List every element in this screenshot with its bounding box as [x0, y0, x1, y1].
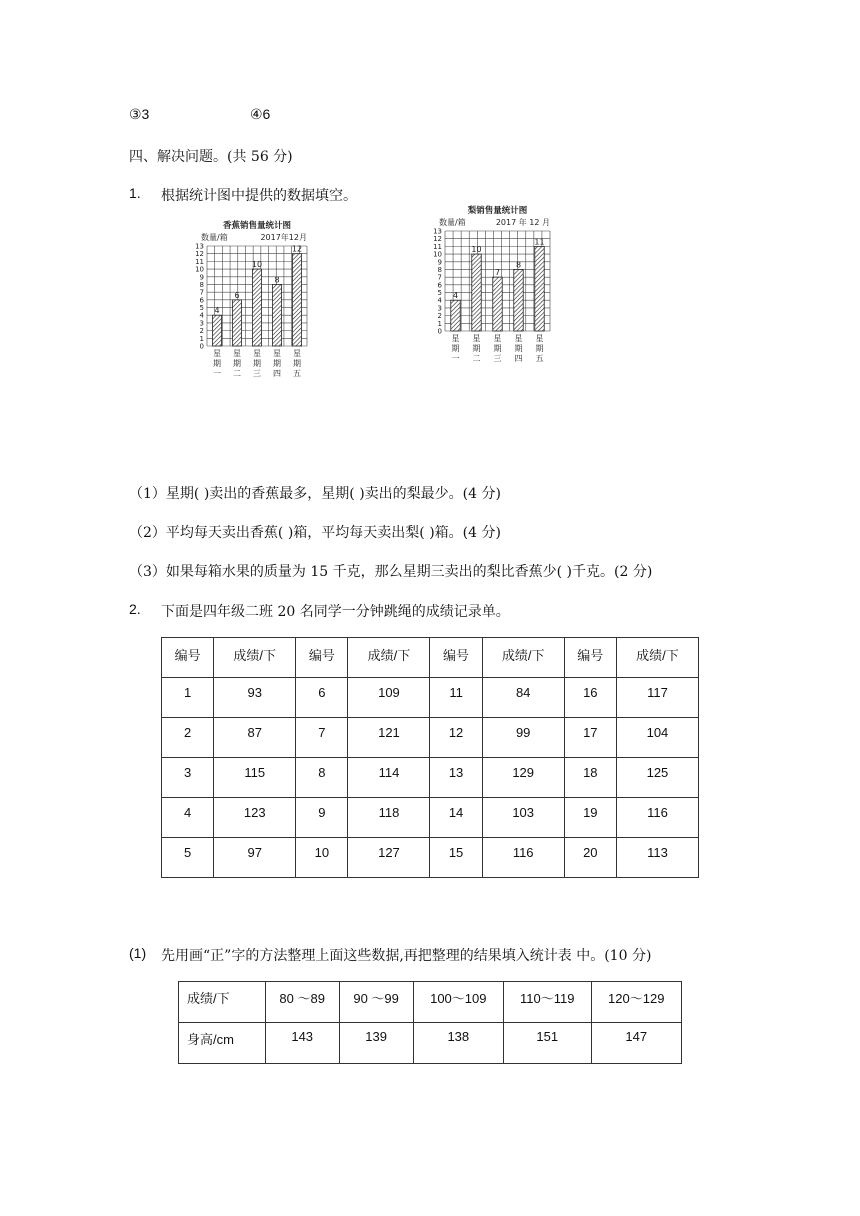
table-cell: 139	[339, 1023, 413, 1064]
table-cell: 17	[564, 718, 616, 758]
header-cell: 成绩/下	[482, 638, 564, 678]
table-cell: 5	[162, 838, 214, 878]
y-tick-label: 0	[199, 342, 204, 351]
y-tick-label: 4	[199, 311, 204, 320]
bar	[514, 269, 523, 331]
table-cell: 127	[348, 838, 430, 878]
category-label: 星期五	[293, 349, 301, 378]
y-tick-label: 11	[195, 257, 204, 266]
y-tick-label: 8	[199, 280, 204, 289]
table-cell: 104	[616, 718, 698, 758]
y-tick-label: 13	[433, 227, 442, 236]
table-cell: 19	[564, 798, 616, 838]
table-cell: 138	[413, 1023, 503, 1064]
y-tick-label: 1	[199, 334, 204, 343]
table-header-row	[162, 638, 699, 678]
table-header-row	[179, 982, 682, 1023]
y-tick-label: 2	[199, 327, 204, 336]
jump-rope-table	[161, 637, 699, 878]
bar	[233, 300, 242, 346]
y-tick-label: 4	[437, 296, 442, 305]
table-cell: 84	[482, 678, 564, 718]
table-cell: 114	[348, 758, 430, 798]
header-cell: 90 ～99	[339, 982, 413, 1023]
bar	[213, 315, 222, 346]
table-row	[179, 1023, 682, 1064]
table-cell: 123	[214, 798, 296, 838]
table-cell: 7	[296, 718, 348, 758]
y-tick-label: 3	[437, 304, 442, 313]
table-row	[162, 718, 699, 758]
data-label: 10	[251, 260, 263, 270]
y-tick-label: 7	[437, 273, 442, 282]
q1-sub3: （3）如果每箱水果的质量为 15 千克，那么星期三卖出的梨比香蕉少( )千克。(2 分)	[129, 564, 653, 580]
table-cell: 117	[616, 678, 698, 718]
y-tick-label: 6	[437, 281, 442, 290]
bar	[273, 284, 282, 346]
category-label: 星期四	[273, 349, 281, 378]
pear-chart	[428, 203, 558, 368]
table-cell: 身高/cm	[179, 1023, 266, 1064]
table-cell: 6	[296, 678, 348, 718]
chart-title: 梨销售量统计图	[467, 206, 528, 216]
banana-chart-svg	[190, 218, 315, 383]
q2-text: 下面是四年级二班 20 名同学一分钟跳绳的成绩记录单。	[161, 604, 510, 620]
bar	[293, 254, 302, 346]
bar	[472, 254, 481, 331]
table-cell: 9	[296, 798, 348, 838]
category-label: 星期五	[535, 334, 544, 363]
data-label: 8	[515, 260, 522, 270]
table-cell: 12	[430, 718, 482, 758]
data-label: 4	[214, 306, 220, 316]
option-4: ④6	[250, 106, 271, 122]
q1-text: 根据统计图中提供的数据填空。	[161, 188, 357, 204]
y-tick-label: 12	[195, 250, 204, 259]
y-tick-label: 3	[199, 319, 204, 328]
y-tick-label: 12	[433, 235, 442, 244]
header-cell: 编号	[296, 638, 348, 678]
y-tick-label: 5	[437, 289, 442, 298]
y-tick-label: 13	[195, 242, 204, 251]
table-cell: 151	[504, 1023, 591, 1064]
table-cell: 129	[482, 758, 564, 798]
y-axis-label: 数量/箱	[201, 233, 228, 242]
table-cell: 1	[162, 678, 214, 718]
chart-date: 2017 年 12 月	[495, 218, 550, 227]
header-cell: 编号	[564, 638, 616, 678]
y-tick-label: 11	[433, 242, 442, 251]
y-tick-label: 10	[195, 265, 204, 274]
category-label: 星期一	[451, 334, 460, 363]
q1-sub2: （2）平均每天卖出香蕉( )箱，平均每天卖出梨( )箱。(4 分)	[129, 525, 501, 541]
header-cell: 120～129	[591, 982, 682, 1023]
table-cell: 97	[214, 838, 296, 878]
chart-date: 2017年12月	[260, 233, 307, 242]
table-cell: 3	[162, 758, 214, 798]
table-cell: 103	[482, 798, 564, 838]
bar	[451, 300, 460, 331]
q2-sub1-text: 先用画“正”字的方法整理上面这些数据,再把整理的结果填入统计表 中。(10 分)	[161, 948, 652, 964]
category-label: 星期二	[233, 349, 241, 378]
table-cell: 16	[564, 678, 616, 718]
category-label: 星期三	[493, 334, 502, 363]
q1-number: 1.	[129, 185, 141, 201]
table-cell: 14	[430, 798, 482, 838]
y-tick-label: 8	[437, 265, 442, 274]
y-tick-label: 7	[199, 288, 204, 297]
table-cell: 20	[564, 838, 616, 878]
section-title: 四、解决问题。(共 56 分)	[129, 149, 293, 165]
q2-number: 2.	[129, 601, 141, 617]
header-cell: 编号	[430, 638, 482, 678]
option-3: ③3	[129, 106, 150, 122]
y-tick-label: 0	[437, 327, 442, 336]
bar	[253, 269, 262, 346]
header-cell: 成绩/下	[348, 638, 430, 678]
table-row	[162, 758, 699, 798]
bar	[535, 246, 544, 331]
table-cell: 10	[296, 838, 348, 878]
category-label: 星期四	[514, 334, 523, 363]
table-cell: 116	[482, 838, 564, 878]
data-label: 4	[452, 291, 459, 301]
data-label: 7	[494, 268, 501, 278]
y-tick-label: 10	[433, 250, 442, 259]
chart-title: 香蕉销售量统计图	[222, 221, 292, 231]
header-cell: 成绩/下	[179, 982, 266, 1023]
table-cell: 125	[616, 758, 698, 798]
y-tick-label: 6	[199, 296, 204, 305]
table-cell: 116	[616, 798, 698, 838]
y-tick-label: 9	[437, 258, 442, 267]
header-cell: 80 ～89	[265, 982, 339, 1023]
table-row	[162, 678, 699, 718]
table-cell: 87	[214, 718, 296, 758]
y-tick-label: 2	[437, 312, 442, 321]
q2-sub1-number: (1)	[129, 945, 147, 961]
table-cell: 113	[616, 838, 698, 878]
table-cell: 11	[430, 678, 482, 718]
category-label: 星期二	[472, 334, 481, 363]
category-label: 星期一	[213, 349, 221, 378]
table-cell: 121	[348, 718, 430, 758]
table-cell: 8	[296, 758, 348, 798]
table-cell: 93	[214, 678, 296, 718]
q1-sub1: （1）星期( )卖出的香蕉最多，星期( )卖出的梨最少。(4 分)	[129, 486, 501, 502]
table-cell: 13	[430, 758, 482, 798]
header-cell: 成绩/下	[214, 638, 296, 678]
table-cell: 15	[430, 838, 482, 878]
header-cell: 成绩/下	[616, 638, 698, 678]
bar	[493, 277, 502, 331]
data-label: 6	[234, 290, 240, 300]
table-cell: 18	[564, 758, 616, 798]
data-label: 8	[274, 275, 280, 285]
banana-chart	[190, 218, 315, 383]
table-cell: 99	[482, 718, 564, 758]
table-cell: 115	[214, 758, 296, 798]
table-row	[162, 798, 699, 838]
y-tick-label: 5	[199, 304, 204, 313]
table-cell: 118	[348, 798, 430, 838]
table-cell: 4	[162, 798, 214, 838]
pear-chart-svg	[428, 203, 558, 368]
grouped-score-table	[178, 981, 682, 1064]
header-cell: 编号	[162, 638, 214, 678]
data-label: 11	[534, 237, 545, 247]
category-label: 星期三	[253, 349, 261, 378]
table-row	[162, 838, 699, 878]
header-cell: 110～119	[504, 982, 591, 1023]
y-tick-label: 9	[199, 273, 204, 282]
data-label: 10	[471, 245, 482, 255]
header-cell: 100～109	[413, 982, 503, 1023]
table-cell: 143	[265, 1023, 339, 1064]
y-tick-label: 1	[437, 319, 442, 328]
table-cell: 2	[162, 718, 214, 758]
table-cell: 109	[348, 678, 430, 718]
data-label: 12	[291, 244, 303, 254]
y-axis-label: 数量/箱	[439, 218, 466, 227]
table-cell: 147	[591, 1023, 682, 1064]
